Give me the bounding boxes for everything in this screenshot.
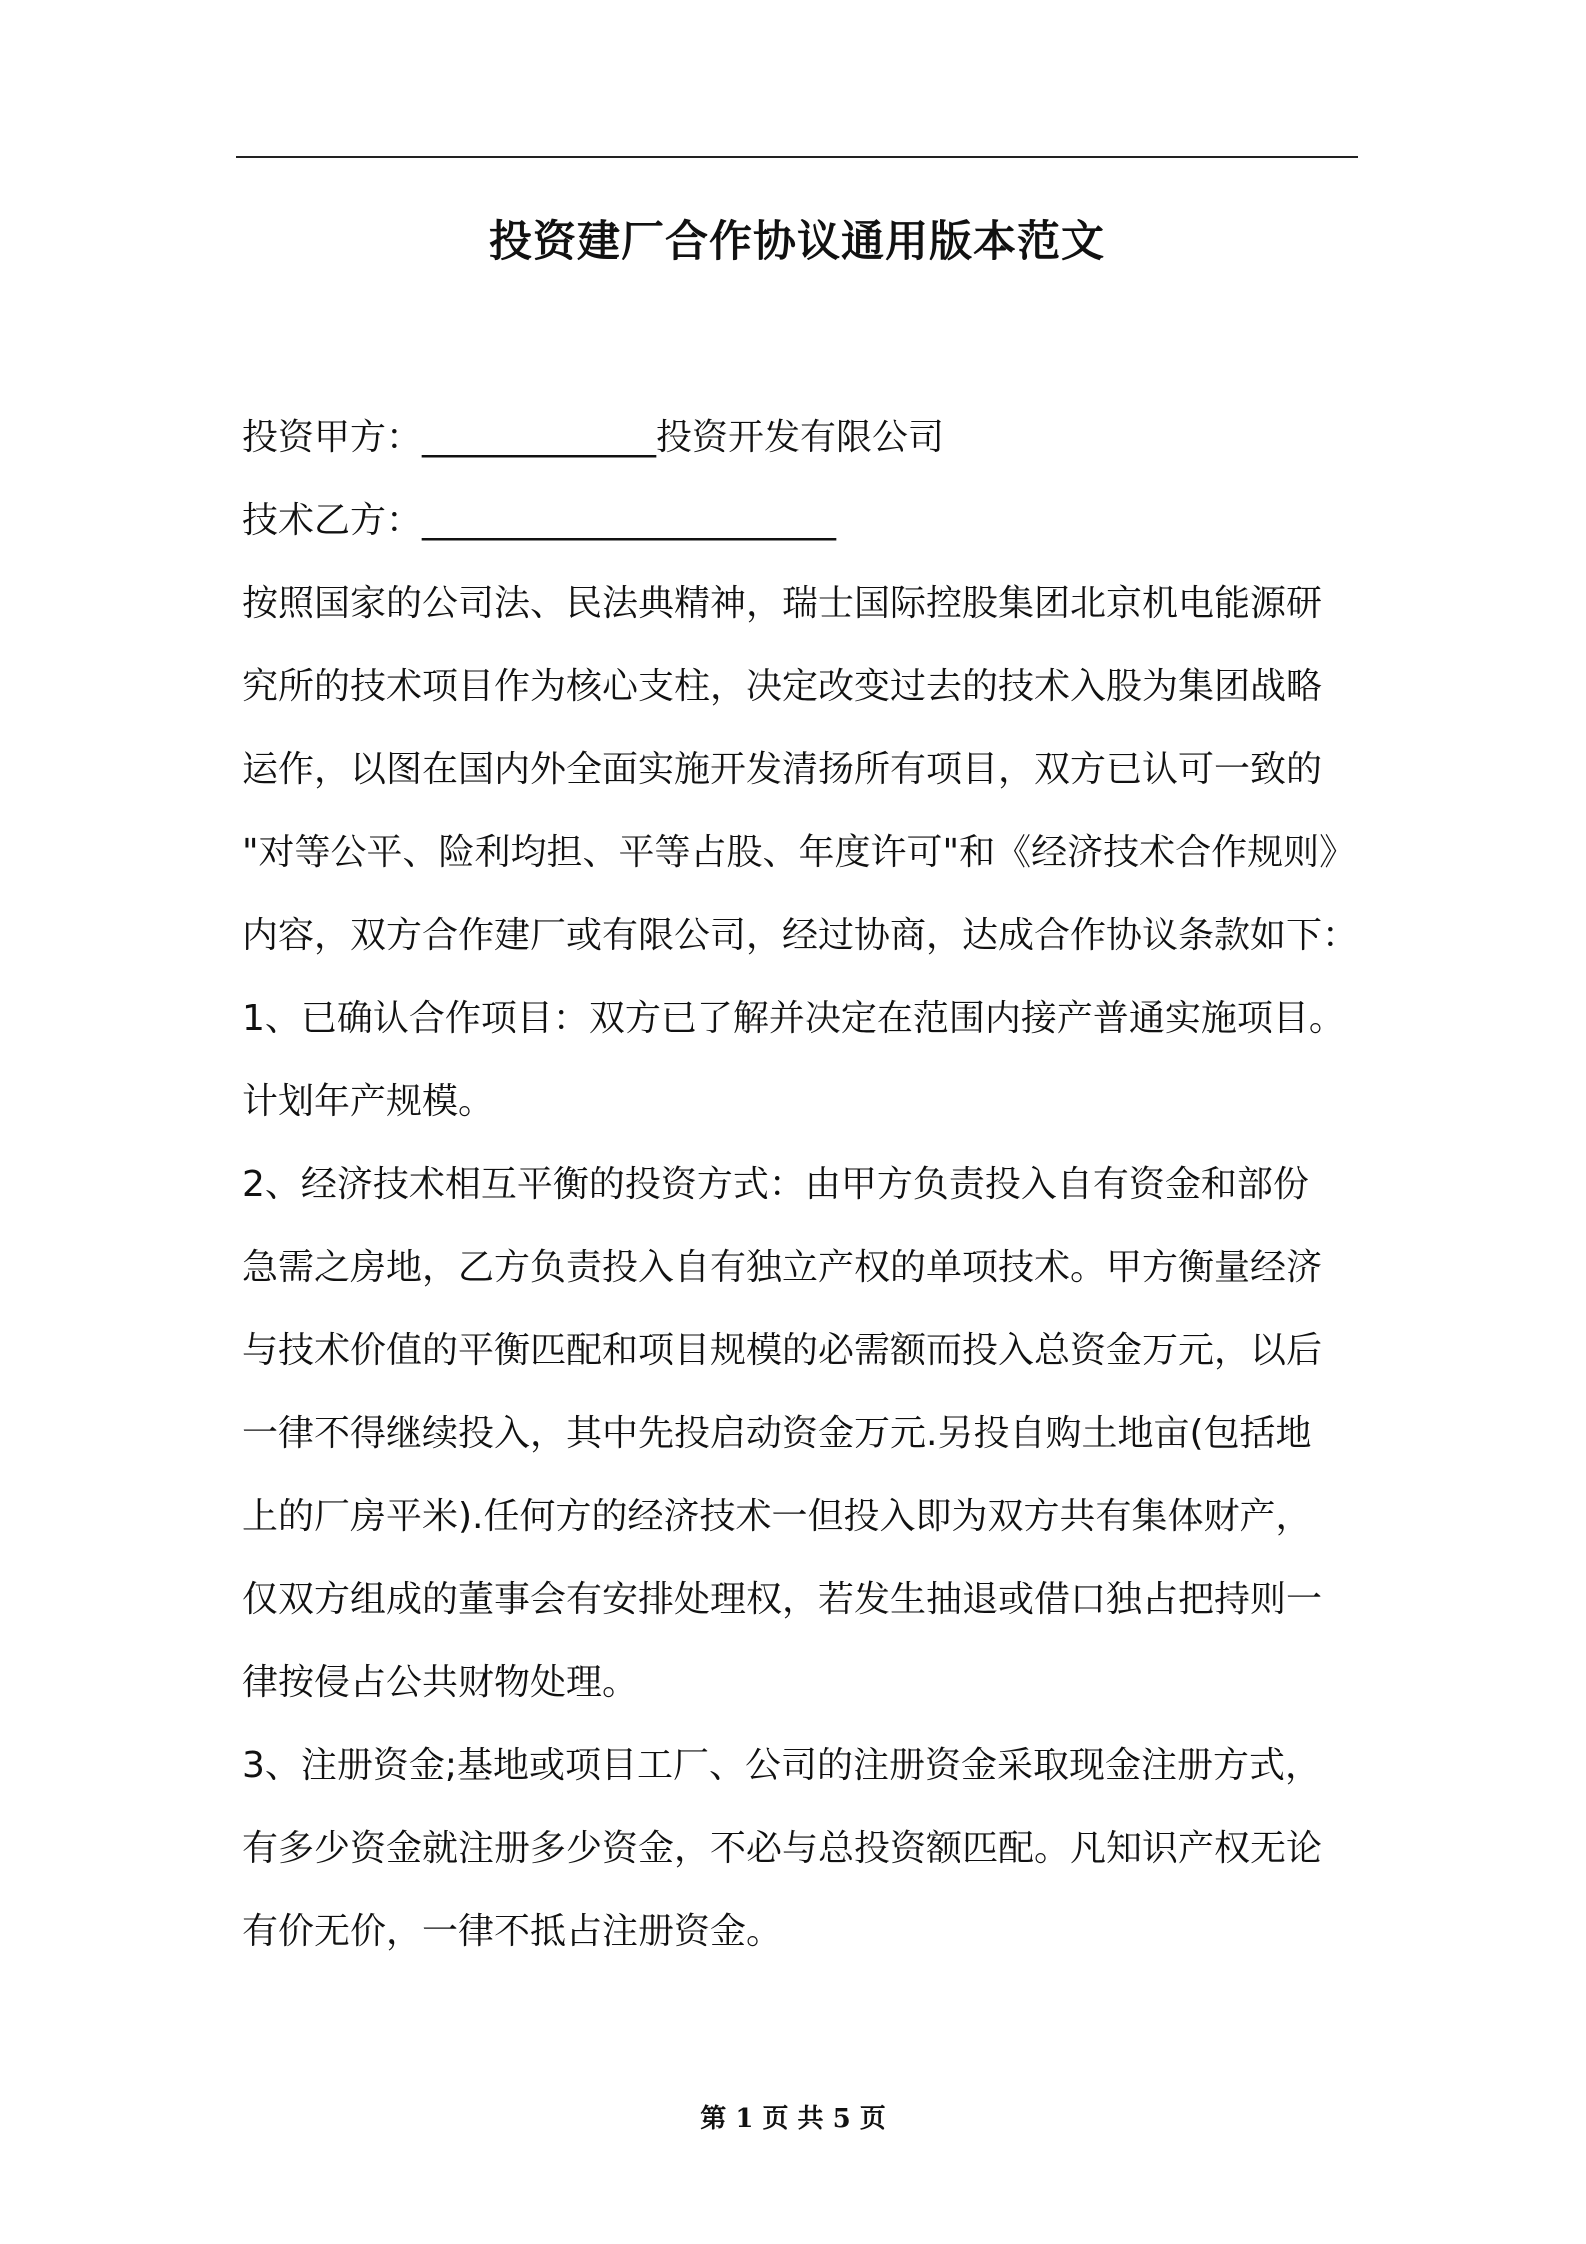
document-title: 投资建厂合作协议通用版本范文 xyxy=(489,217,1105,267)
clause-2-line: 与技术价值的平衡匹配和项目规模的必需额而投入总资金万元，以后 xyxy=(242,1330,1323,1371)
clause-2-line: 律按侵占公共财物处理。 xyxy=(242,1662,639,1703)
paragraph-line: 按照国家的公司法、民法典精神，瑞士国际控股集团北京机电能源研 xyxy=(242,583,1323,624)
paragraph-line: "对等公平、险利均担、平等占股、年度许可"和《经济技术合作规则》 xyxy=(242,832,1356,873)
clause-2-line: 上的厂房平米).任何方的经济技术一但投入即为双方共有集体财产， xyxy=(242,1496,1312,1537)
paragraph-line: 内容，双方合作建厂或有限公司，经过协商，达成合作协议条款如下： xyxy=(242,915,1359,956)
clause-3-line: 3、注册资金;基地或项目工厂、公司的注册资金采取现金注册方式， xyxy=(242,1745,1322,1786)
clause-2-line: 急需之房地，乙方负责投入自有独立产权的单项技术。甲方衡量经济 xyxy=(242,1247,1323,1288)
paragraph-line: 运作，以图在国内外全面实施开发清扬所有项目，双方已认可一致的 xyxy=(242,749,1323,790)
party-a-line: 投资甲方：_____________投资开发有限公司 xyxy=(242,417,945,458)
page-number-footer: 第 1 页 共 5 页 xyxy=(700,2104,886,2134)
clause-2-line: 2、经济技术相互平衡的投资方式：由甲方负责投入自有资金和部份 xyxy=(242,1164,1309,1205)
party-b-line: 技术乙方：_______________________ xyxy=(242,500,837,541)
clause-1-line: 计划年产规模。 xyxy=(242,1081,495,1122)
paragraph-line: 究所的技术项目作为核心支柱，决定改变过去的技术入股为集团战略 xyxy=(242,666,1323,707)
clause-1-line: 1、已确认合作项目：双方已了解并决定在范围内接产普通实施项目。 xyxy=(242,998,1345,1039)
clause-2-line: 仅双方组成的董事会有安排处理权，若发生抽退或借口独占把持则一 xyxy=(242,1579,1323,1620)
clause-3-line: 有价无价，一律不抵占注册资金。 xyxy=(242,1911,783,1952)
header-rule xyxy=(236,156,1358,158)
clause-3-line: 有多少资金就注册多少资金，不必与总投资额匹配。凡知识产权无论 xyxy=(242,1828,1323,1869)
clause-2-line: 一律不得继续投入，其中先投启动资金万元.另投自购土地亩(包括地 xyxy=(242,1413,1312,1454)
